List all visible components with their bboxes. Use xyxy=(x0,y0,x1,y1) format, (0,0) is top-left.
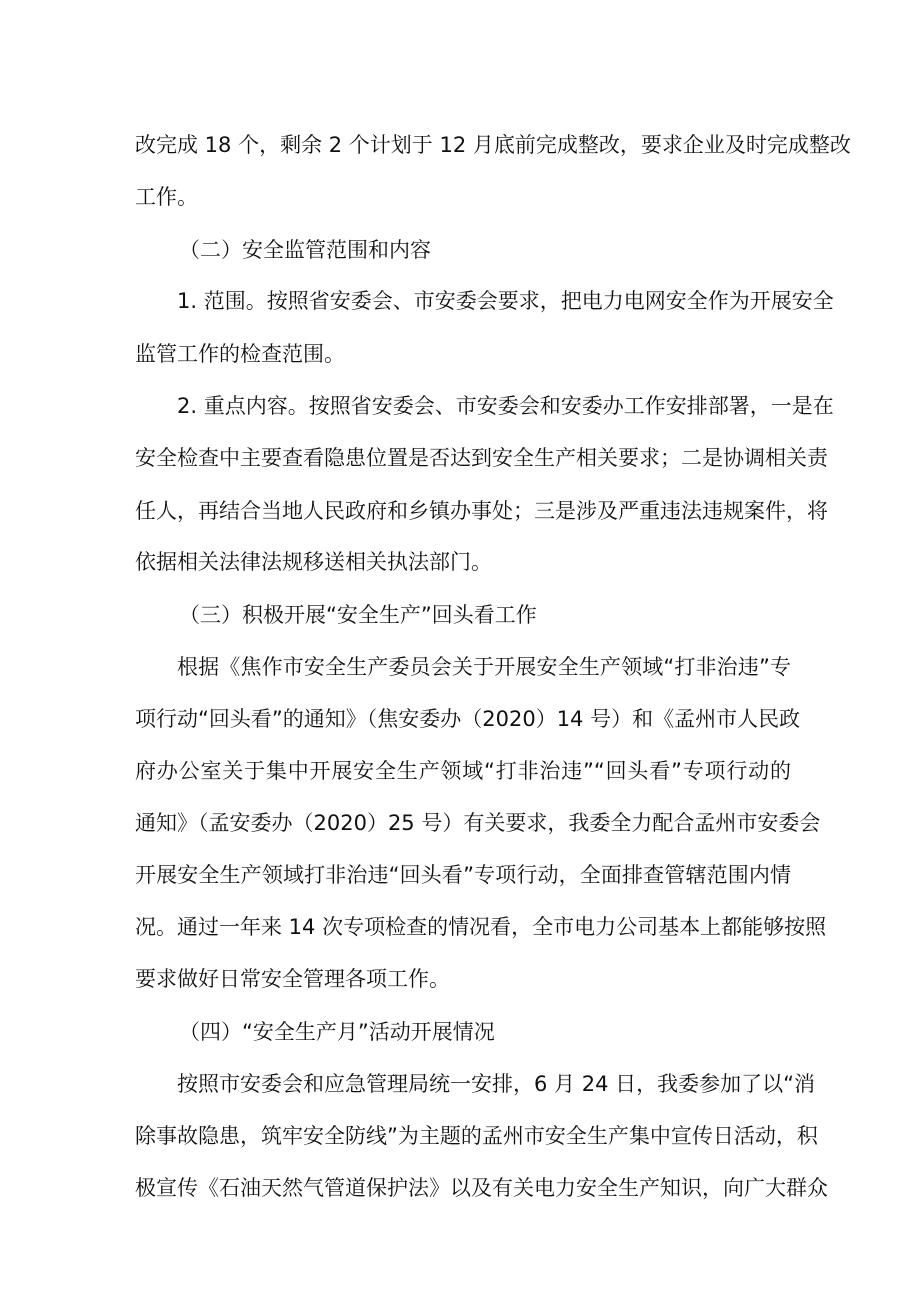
section-heading xyxy=(0,230,920,270)
text-line xyxy=(0,334,920,374)
text-line xyxy=(0,177,920,217)
section-heading xyxy=(0,595,920,635)
line-text: 监管工作的检查范围。 xyxy=(135,342,345,366)
line-text: 要求做好日常安全管理各项工作。 xyxy=(135,967,450,991)
text-line xyxy=(0,125,920,165)
line-text: 改完成 18 个，剩余 2 个计划于 12 月底前完成整改，要求企业及时完成整改 xyxy=(135,133,851,157)
text-line xyxy=(0,1064,920,1104)
text-line xyxy=(0,491,920,531)
line-text: 按照市安委会和应急管理局统一安排，6 月 24 日，我委参加了以“消 xyxy=(177,1072,815,1096)
text-line xyxy=(0,647,920,687)
line-text: 工作。 xyxy=(135,185,198,209)
text-line xyxy=(0,542,920,582)
line-text: 1. 范围。按照省安委会、市安委会要求，把电力电网安全作为开展安全 xyxy=(177,289,834,313)
heading-text: （三）积极开展“安全生产”回头看工作 xyxy=(179,603,537,627)
text-line xyxy=(0,751,920,791)
section-heading xyxy=(0,1012,920,1052)
line-text: 安全检查中主要查看隐患位置是否达到安全生产相关要求；二是协调相关责 xyxy=(135,446,828,470)
text-line xyxy=(0,959,920,999)
line-text: 通知》（孟安委办（2020）25 号）有关要求，我委全力配合孟州市安委会 xyxy=(135,811,821,835)
line-text: 项行动“回头看”的通知》（焦安委办（2020）14 号）和《孟州市人民政 xyxy=(135,707,801,731)
text-line xyxy=(0,281,920,321)
text-line xyxy=(0,699,920,739)
text-line xyxy=(0,386,920,426)
text-line xyxy=(0,438,920,478)
text-line xyxy=(0,1168,920,1208)
line-text: 依据相关法律法规移送相关执法部门。 xyxy=(135,550,492,574)
line-text: 2. 重点内容。按照省安委会、市安委会和安委办工作安排部署，一是在 xyxy=(177,394,834,418)
line-text: 府办公室关于集中开展安全生产领域“打非治违”“回头看”专项行动的 xyxy=(135,759,791,783)
heading-text: （二）安全监管范围和内容 xyxy=(179,238,431,262)
line-text: 极宣传《石油天然气管道保护法》以及有关电力安全生产知识，向广大群众 xyxy=(135,1176,828,1200)
text-line xyxy=(0,855,920,895)
heading-text: （四）“安全生产月”活动开展情况 xyxy=(179,1020,495,1044)
text-line xyxy=(0,1116,920,1156)
text-line xyxy=(0,803,920,843)
line-text: 开展安全生产领域打非治违“回头看”专项行动，全面排查管辖范围内情 xyxy=(135,863,791,887)
line-text: 除事故隐患，筑牢安全防线”为主题的孟州市安全生产集中宣传日活动，积 xyxy=(135,1124,818,1148)
line-text: 根据《焦作市安全生产委员会关于开展安全生产领域“打非治违”专 xyxy=(177,655,791,679)
line-text: 况。通过一年来 14 次专项检查的情况看，全市电力公司基本上都能够按照 xyxy=(135,915,827,939)
text-line xyxy=(0,907,920,947)
line-text: 任人，再结合当地人民政府和乡镇办事处；三是涉及严重违法违规案件，将 xyxy=(135,499,828,523)
